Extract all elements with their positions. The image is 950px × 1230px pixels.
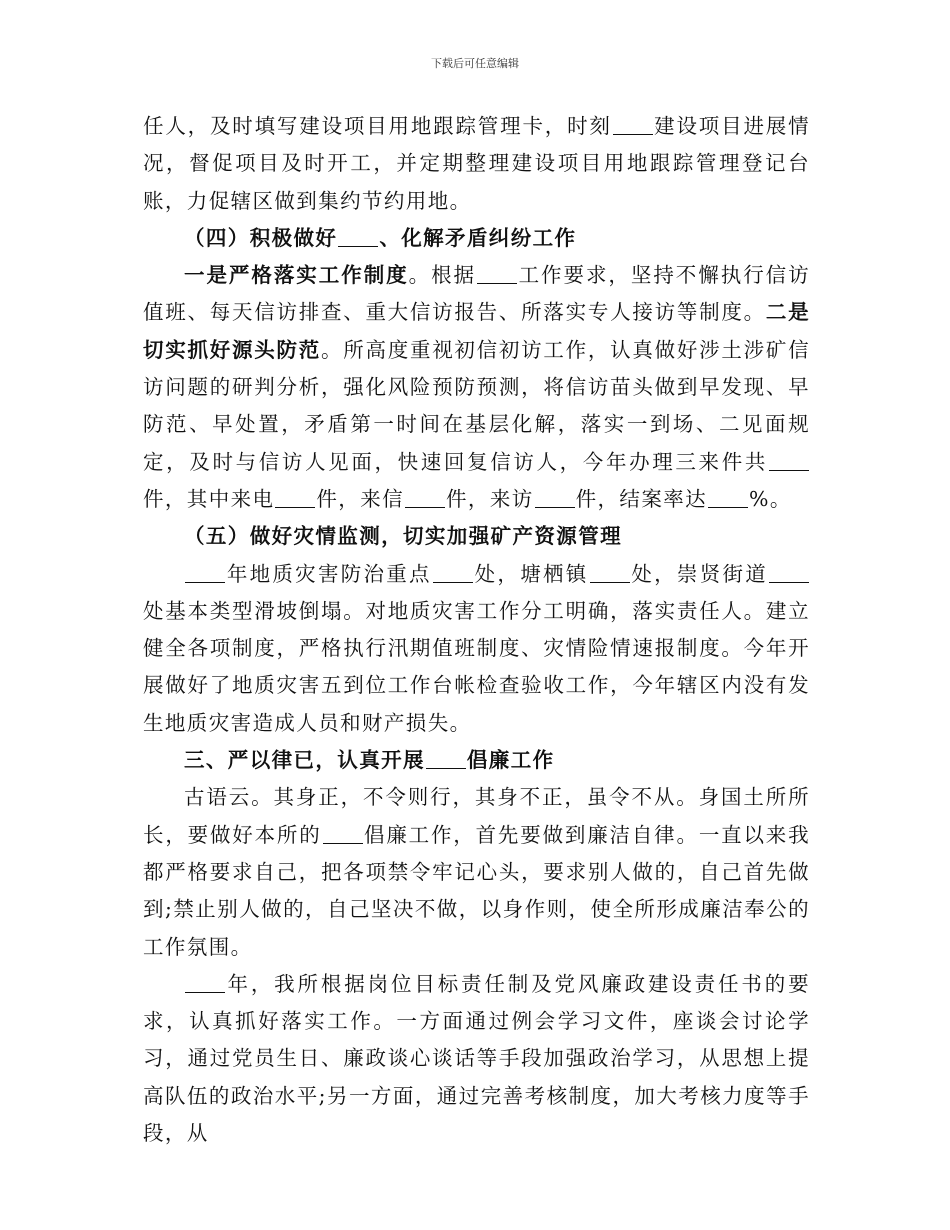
blank-underline <box>185 972 225 993</box>
blank-underline <box>426 748 466 769</box>
heading-section-3 <box>143 742 810 779</box>
text-run: 件，其中来电 <box>143 486 275 511</box>
page-header-note: 下载后可任意编辑 <box>431 57 519 70</box>
document-body <box>143 108 810 1152</box>
heading-section-5: （五）做好灾情监测，切实加强矿产资源管理 <box>184 524 622 549</box>
text-run: 建设项目进展情况，督促项目及时开工，并定期整理建设项目用地跟踪管理登记台账，力促辖区做到集约节约用地。 <box>143 114 810 213</box>
text-run: 倡廉工作 <box>466 748 555 773</box>
blank-underline <box>613 114 653 135</box>
text-run: 处，崇贤街道 <box>630 561 768 586</box>
text-run: 件，来信 <box>316 486 405 511</box>
blank-underline <box>405 487 445 508</box>
text-run: 、化解矛盾纠纷工作 <box>379 225 577 250</box>
text-run: 处基本类型滑坡倒塌。对地质灾害工作分工明确，落实责任人。建立健全各项制度，严格执行汛期值班制度、灾情险情速报制度。今年开展做好了地质灾害五到位工作台帐检查验收工作，今年辖区内没有发生地质灾害造成人员和财产损失。 <box>143 598 810 735</box>
blank-underline <box>769 562 809 583</box>
text-run: 。所高度重视初信初访工作，认真做好涉土涉矿信访问题的研判分析，强化风险预防预测，将信访苗头做到早发现、早防范、早处置，矛盾第一时间在基层化解，落实一到场、二见面规定，及时与信访人见面，快速回复信访人，今年办理三来件共 <box>143 337 810 474</box>
blank-underline <box>477 263 517 284</box>
blank-underline <box>338 226 378 247</box>
bold-lead-2: 二是切实抓好源头防范 <box>143 300 810 362</box>
text-run: 倡廉工作，首先要做到廉洁自律。一直以来我都严格要求自己，把各项禁令牢记心头，要求别人做的，自己首先做到;禁止别人做的，自己坚决不做，以身作则，使全所形成廉洁奉公的工作氛围。 <box>143 822 811 959</box>
blank-underline <box>535 487 575 508</box>
text-run: 年，我所根据岗位目标责任制及党风廉政建设责任书的要求，认真抓好落实工作。一方面通过例会学习文件，座谈会讨论学习，通过党员生日、廉政谈心谈话等手段加强政治学习，从思想上提高队伍的政治水平;另一方面，通过完善考核制度，加大考核力度等手段，从 <box>143 971 810 1146</box>
text-run: 三、严以律已，认真开展 <box>184 748 425 773</box>
paragraph-5 <box>143 966 810 1152</box>
blank-underline <box>433 562 473 583</box>
bold-lead-1: 一是严格落实工作制度 <box>184 263 409 288</box>
blank-underline <box>323 823 363 844</box>
blank-underline <box>590 562 630 583</box>
text-run: 。根据 <box>408 263 477 288</box>
text-run: （四）积极做好 <box>184 225 338 250</box>
blank-underline <box>275 487 315 508</box>
text-run: 古语云。其身正，不令则行，其身不正，虽令不从。身国土所所长，要做好本所的 <box>143 785 810 847</box>
text-run: %。 <box>749 486 792 511</box>
text-run: 件，结案率达 <box>575 486 708 511</box>
blank-underline <box>769 450 809 471</box>
paragraph-1 <box>143 108 810 220</box>
blank-underline <box>185 562 225 583</box>
text-run: 年地质灾害防治重点 <box>226 561 432 586</box>
paragraph-3 <box>143 556 810 742</box>
paragraph-4 <box>143 779 810 965</box>
text-run: 件，来访 <box>446 486 534 511</box>
text-run: 任人，及时填写建设项目用地跟踪管理卡，时刻 <box>143 114 612 138</box>
paragraph-2 <box>143 257 810 518</box>
text-run: 工作要求，坚持不懈执行信访值班、每天信访排查、重大信访报告、所落实专人接访等制度。 <box>143 263 811 325</box>
text-run: 处，塘栖镇 <box>473 561 589 586</box>
heading-section-4 <box>143 220 810 257</box>
blank-underline <box>708 487 748 508</box>
